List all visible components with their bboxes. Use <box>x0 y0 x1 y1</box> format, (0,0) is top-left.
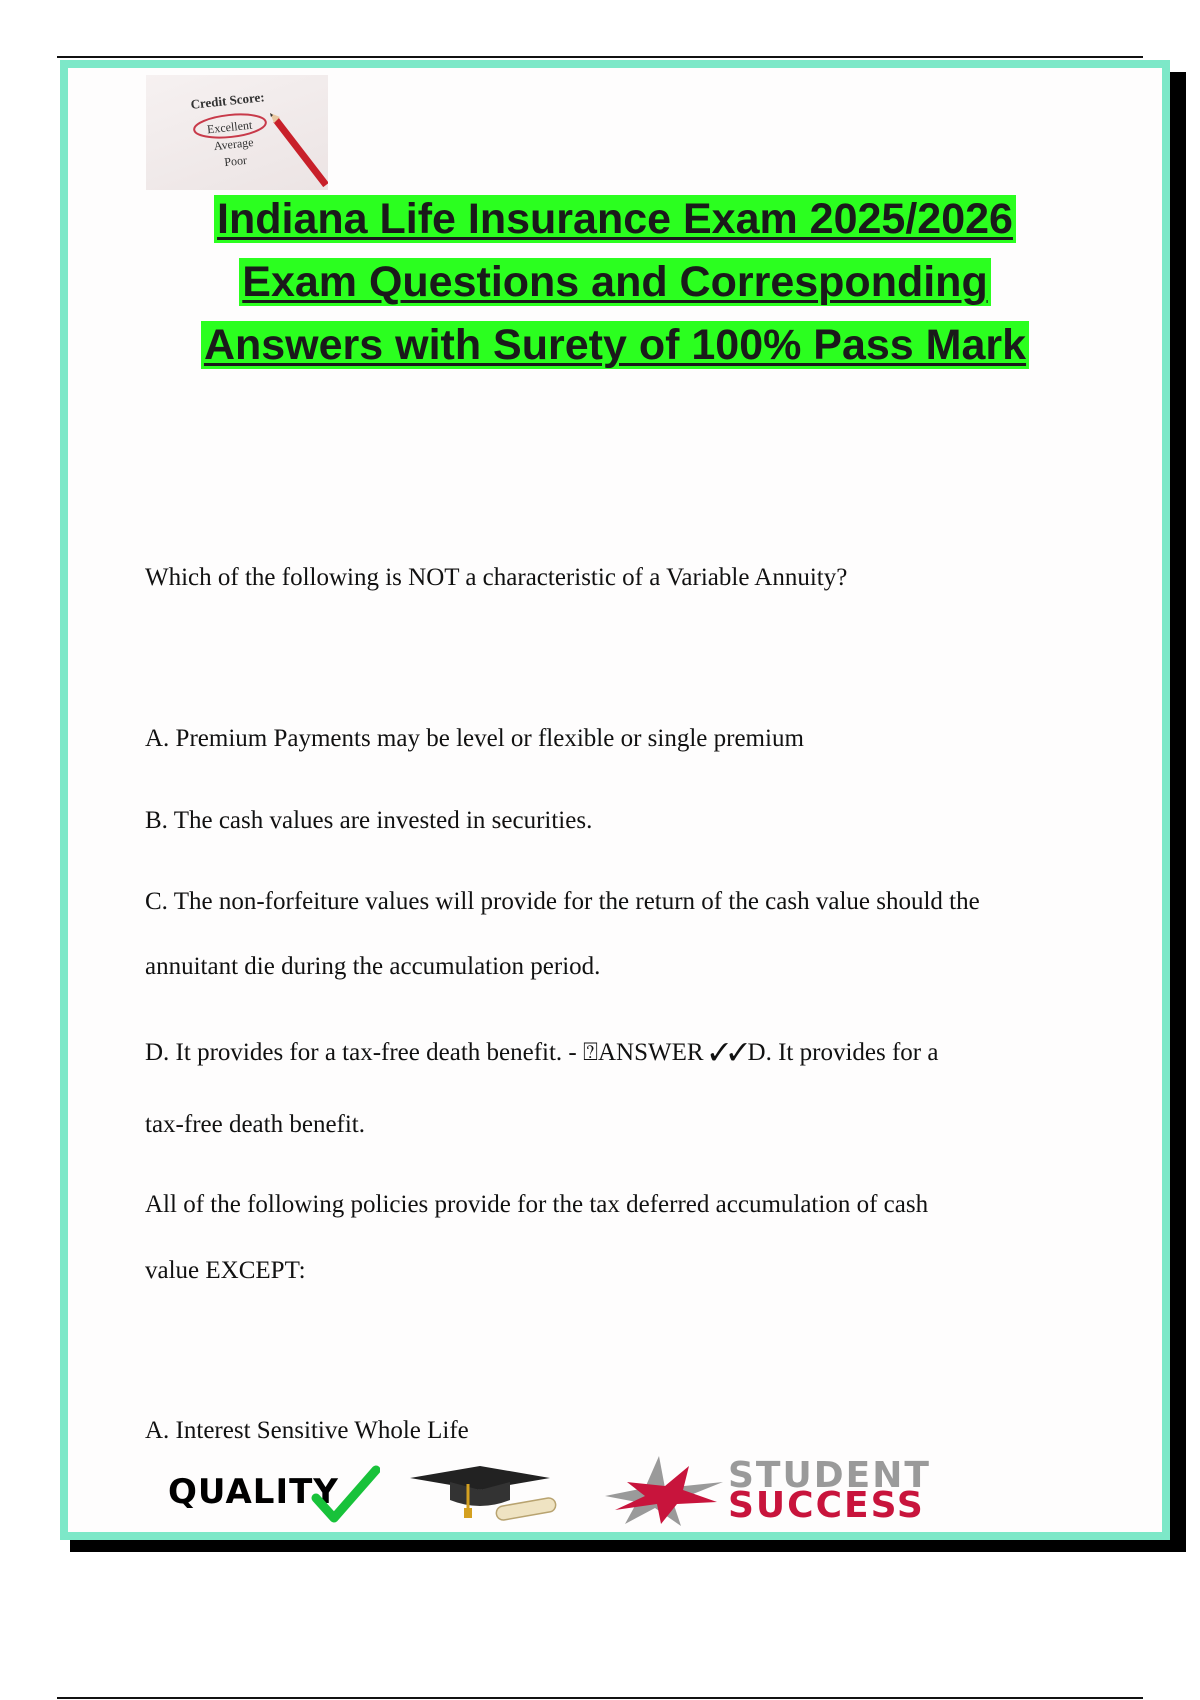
average-label: Average <box>213 134 255 154</box>
credit-score-label: Credit Score: <box>189 89 266 112</box>
credit-score-drawing <box>146 75 328 190</box>
student-logo-text: STUDENT <box>728 1455 931 1496</box>
question-1-option-a: A. Premium Payments may be level or flexible or single premium <box>145 725 804 752</box>
question-1-option-c-line-1: C. The non-forfeiture values will provide for the return of the cash value should the <box>145 888 980 915</box>
document-title <box>140 188 1090 377</box>
bottom-rule <box>57 1697 1143 1699</box>
question-1-option-c-line-2: annuitant die during the accumulation period. <box>145 953 601 980</box>
question-1: Which of the following is NOT a characteristic of a Variable Annuity? <box>145 564 848 591</box>
star-logo-icon <box>585 1452 725 1527</box>
question-1-option-b: B. The cash values are invested in securities. <box>145 807 593 834</box>
title-line-3: Answers with Surety of 100% Pass Mark <box>201 321 1029 369</box>
question-2-line-1: All of the following policies provide for the tax deferred accumulation of cash <box>145 1191 929 1218</box>
success-logo-text: SUCCESS <box>728 1485 925 1526</box>
poor-label: Poor <box>223 152 248 170</box>
graduation-cap-icon <box>410 1460 560 1525</box>
credit-score-image <box>146 75 328 190</box>
footer-logos <box>160 1452 1060 1527</box>
question-2-line-2: value EXCEPT: <box>145 1257 306 1284</box>
top-rule <box>57 56 1143 58</box>
excellent-label: Excellent <box>206 117 253 137</box>
red-pencil-icon <box>270 113 326 185</box>
green-checkmark-icon <box>310 1464 380 1524</box>
title-line-1: Indiana Life Insurance Exam 2025/2026 <box>214 195 1016 243</box>
question-2-option-a: A. Interest Sensitive Whole Life <box>145 1417 469 1444</box>
quality-logo-text: QUALITY <box>168 1472 339 1512</box>
question-1-option-d-line-1: D. It provides for a tax-free death benefit. - ⍰ANSWER ✓✓D. It provides for a <box>145 1039 939 1066</box>
question-1-option-d-line-2: tax-free death benefit. <box>145 1111 366 1138</box>
title-line-2: Exam Questions and Corresponding <box>239 258 990 306</box>
